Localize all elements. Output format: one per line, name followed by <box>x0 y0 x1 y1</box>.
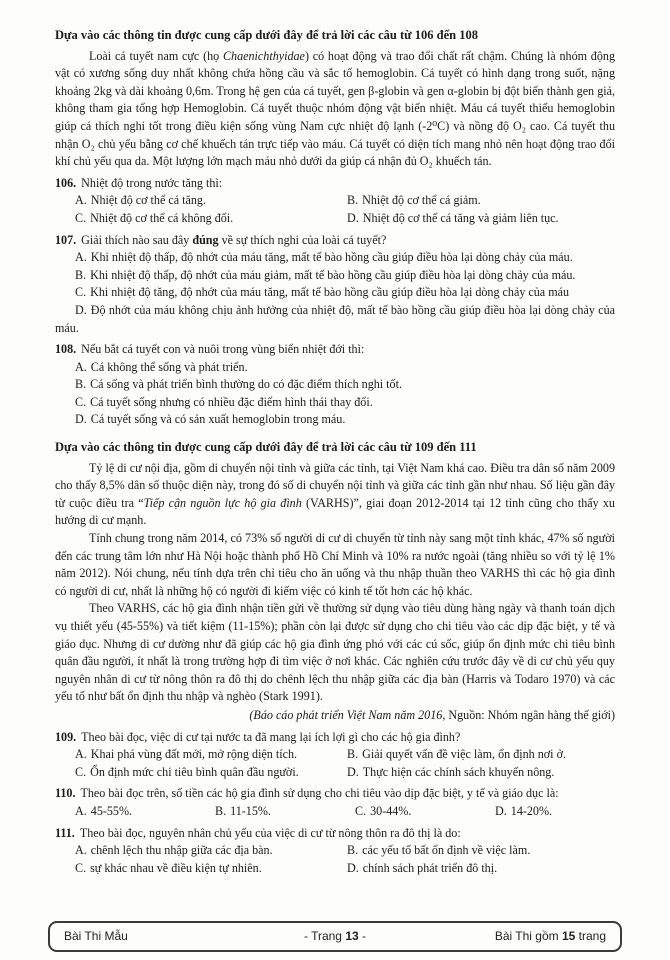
answer-option <box>55 302 615 337</box>
passage-paragraph: Theo VARHS, các hộ gia đình nhận tiền gửi về thường sử dụng vào tiêu dùng hàng ngày và thanh toán dịch vụ thiết yếu (45-55%) và tiết kiệm (11-15%); phần còn lại được sử dụng cho chi tiêu vào các dịp đặc biệt, y tế và giáo dục. Nhưng di cư dường như đã giúp các hộ gia đình ứng phó với các cú sốc, giúp ổn định mức chi tiêu bình quân đầu người, ít nhất là trong trường hợp đi tìm việc ở nơi khác. Các nghiên cứu trước đây về di cư chủ yếu quy nguyên nhân di cư từ nông thôn ra đô thị do chênh lệch thu nhập giữa các địa bàn (Harris và Todaro 1970) và các yếu tố như bất ổn định thu nhập và nghèo (Stark 1991). <box>55 601 615 704</box>
footer-page-number: - Trang 13 - <box>303 928 367 943</box>
question-number: 109. <box>55 729 77 744</box>
option-text: Khi nhiệt độ tăng, độ nhớt của máu tăng, mất tế bào hồng cầu giúp điều hòa lại dòng chảy của máu <box>90 285 570 300</box>
option-label: D. <box>495 803 507 818</box>
option-list <box>55 746 615 781</box>
option-text: Giải quyết vấn đề việc làm, ổn định nơi ở. <box>362 747 566 762</box>
option-label: B. <box>347 193 359 208</box>
option-text: các yếu tố bất ổn định về việc làm. <box>362 843 531 858</box>
option-list <box>55 249 615 337</box>
answer-option <box>55 860 327 878</box>
question-prompt <box>55 232 615 250</box>
option-text: Cá không thể sống và phát triển. <box>90 359 248 374</box>
passage <box>55 48 615 171</box>
option-text: Thực hiện các chính sách khuyến nông. <box>362 764 555 779</box>
question-list <box>55 729 615 878</box>
answer-option <box>327 842 615 860</box>
question-prompt <box>55 825 615 843</box>
option-text: Khi nhiệt độ thấp, độ nhớt của máu giảm, mất tế bào hồng cầu giúp điều hòa lại dòng chảy của máu. <box>90 267 576 282</box>
passage-paragraph: Loài cá tuyết nam cực (họ Chaenichthyidae) có hoạt động và trao đổi chất rất chậm. Chúng là nhóm động vật có xương sống duy nhất không chứa hồng cầu và sắc tố hemoglobin. Cá tuyết có hình dạng trong suốt, nặng khoảng 2kg và dài khoảng 0,6m. Trong hệ gen của cá tuyết, gen β-globin và gen α-globin bị đột biến thành gen giả, không tham gia tổng hợp Hemoglobin. Cá tuyết thuộc nhóm động vật biến nhiệt. Máu cá tuyết thiếu hemoglobin giúp cá thích nghi tốt trong điều kiện sống vùng Nam cực nhiệt độ lạnh (-2⁰C) và nồng độ O₂ cao. Cá tuyết thu nhận O₂ chủ yếu bằng cơ chế khuếch tán trực tiếp vào máu. Cá tuyết có diện tích mang nhỏ nên hoạt động trao đổi khí chủ yếu qua da. Một lượng lớn mạch máu nhỏ dưới da giúp cá nhận đủ O₂ khuếch tán. <box>55 48 615 169</box>
question-number: 107. <box>55 232 77 247</box>
option-label: B. <box>347 843 359 858</box>
section-heading: Dựa vào các thông tin được cung cấp dưới đây để trả lời các câu từ 109 đến 111 <box>55 440 477 455</box>
answer-option <box>327 860 615 878</box>
question <box>55 729 615 782</box>
option-label: D. <box>347 210 359 225</box>
option-list <box>55 359 615 429</box>
option-text: Khai phá vùng đất mới, mở rộng diện tích. <box>90 747 298 762</box>
answer-option <box>335 803 475 821</box>
question-text: Theo bài đọc, việc di cư tại nước ta đã mang lại ích lợi gì cho các hộ gia đình? <box>81 729 461 744</box>
answer-option <box>475 803 615 821</box>
option-text: Cá tuyết sống nhưng có nhiều đặc điểm hình thái thay đổi. <box>90 394 373 409</box>
option-label: C. <box>75 860 87 875</box>
answer-option <box>55 359 615 377</box>
question-number: 111. <box>55 825 75 840</box>
answer-option <box>327 746 615 764</box>
question-list <box>55 175 615 429</box>
option-text: Nhiệt độ cơ thể cá tăng. <box>90 193 206 208</box>
answer-option <box>55 192 327 210</box>
option-label: B. <box>75 377 87 392</box>
answer-option <box>55 376 615 394</box>
question <box>55 232 615 338</box>
option-text: 30-44%. <box>370 803 412 818</box>
option-label: A. <box>75 359 87 374</box>
answer-option <box>55 249 615 267</box>
question-prompt <box>55 729 615 747</box>
question-text: Theo bài đọc, nguyên nhân chủ yếu của việc di cư từ nông thôn ra đô thị là do: <box>79 825 461 840</box>
passage-paragraph: Tỷ lệ di cư nội địa, gồm di chuyển nội tỉnh và giữa các tỉnh, tại Việt Nam khá cao. Điều tra dân số năm 2009 cho thấy 8,5% dân số thuộc diện này, trong đó số di chuyển nội tỉnh và giữa các tỉnh gần như nhau. Số liệu gần đây từ cuộc điều tra “Tiếp cận nguồn lực hộ gia đình (VARHS)”, giai đoạn 2012-2014 tại 12 tỉnh cũng cho thấy xu hướng di cư mạnh. <box>55 460 615 528</box>
answer-option <box>55 411 615 429</box>
option-text: Nhiệt độ cơ thể cá không đổi. <box>90 210 234 225</box>
answer-option <box>55 764 327 782</box>
option-text: Khi nhiệt độ thấp, độ nhớt của máu tăng, mất tế bào hồng cầu giúp điều hòa lại dòng chảy của máu. <box>90 250 573 265</box>
question-prompt <box>55 785 615 803</box>
answer-option <box>55 394 615 412</box>
option-label: A. <box>75 193 87 208</box>
option-label: C. <box>75 210 87 225</box>
question <box>55 175 615 228</box>
option-label: C. <box>75 285 87 300</box>
option-label: C. <box>355 803 367 818</box>
answer-option <box>55 746 327 764</box>
option-label: B. <box>215 803 227 818</box>
question <box>55 785 615 820</box>
answer-option <box>55 803 195 821</box>
passage-section <box>55 27 615 429</box>
page-footer <box>48 921 622 952</box>
option-text: chính sách phát triển đô thị. <box>362 860 498 875</box>
question-text: Giải thích nào sau đây đúng về sự thích nghi của loài cá tuyết? <box>81 232 387 247</box>
option-label: D. <box>75 412 87 427</box>
exam-content <box>55 27 615 877</box>
question-number: 110. <box>55 786 76 801</box>
option-label: A. <box>75 803 87 818</box>
option-list <box>55 803 615 821</box>
footer-exam-title: Bài Thi Mẫu <box>64 928 128 943</box>
question <box>55 825 615 878</box>
option-label: A. <box>75 843 87 858</box>
option-text: Ổn định mức chi tiêu bình quân đầu người. <box>90 764 299 779</box>
option-text: Cá sống và phát triển bình thường do có đặc điểm thích nghi tốt. <box>90 377 402 392</box>
option-label: C. <box>75 764 87 779</box>
answer-option <box>55 267 615 285</box>
section-heading: Dựa vào các thông tin được cung cấp dưới đây để trả lời các câu từ 106 đến 108 <box>55 28 478 42</box>
option-text: Nhiệt độ cơ thể cá tăng và giảm liên tục. <box>362 210 559 225</box>
question-text: Theo bài đọc trên, số tiền các hộ gia đình sử dụng cho chi tiêu vào dịp đặc biệt, y tế và giáo dục là: <box>80 786 559 801</box>
question <box>55 341 615 429</box>
question-text: Nhiệt độ trong nước tăng thì: <box>81 175 223 190</box>
option-text: Cá tuyết sống và có sản xuất hemoglobin trong máu. <box>90 412 346 427</box>
option-text: 14-20%. <box>510 803 553 818</box>
option-label: D. <box>347 764 359 779</box>
option-label: A. <box>75 747 87 762</box>
question-number: 108. <box>55 342 77 357</box>
question-prompt <box>55 341 615 359</box>
option-label: D. <box>347 860 359 875</box>
question-prompt <box>55 175 615 193</box>
option-list <box>55 842 615 877</box>
option-label: B. <box>75 267 87 282</box>
passage-citation: (Báo cáo phát triển Việt Nam năm 2016, Nguồn: Nhóm ngân hàng thế giới) <box>249 707 615 722</box>
option-text: 11-15%. <box>230 803 271 818</box>
answer-option <box>195 803 335 821</box>
option-text: Nhiệt độ cơ thể cá giảm. <box>362 193 481 208</box>
option-list <box>55 192 615 227</box>
passage-section <box>55 439 615 877</box>
option-label: C. <box>75 394 87 409</box>
answer-option <box>327 210 615 228</box>
question-text: Nếu bắt cá tuyết con và nuôi trong vùng biển nhiệt đới thì: <box>81 342 365 357</box>
option-text: sự khác nhau về điều kiện tự nhiên. <box>90 860 262 875</box>
answer-option <box>55 210 327 228</box>
answer-option <box>55 284 615 302</box>
option-label: D. <box>75 302 87 317</box>
option-text: 45-55%. <box>90 803 133 818</box>
option-label: B. <box>347 747 359 762</box>
option-label: A. <box>75 250 87 265</box>
answer-option <box>327 192 615 210</box>
answer-option <box>327 764 615 782</box>
passage <box>55 460 615 706</box>
passage-paragraph: Tính chung trong năm 2014, có 73% số người di cư di chuyển từ tỉnh này sang một tỉnh khác, 47% số người đến các trung tâm lớn như Hà Nội hoặc thành phố Hồ Chí Minh và 10% ra nước ngoài (tăng nhiều so với tỷ lệ 1% năm 2012). Nói chung, nếu tính dựa trên chỉ tiêu cho ăn uống và thu nhập thuần theo VARHS thì các hộ gia đình có người di cư, nhất là những hộ có người đi kiếm việc có kinh tế tốt hơn các hộ khác. <box>55 531 615 598</box>
question-number: 106. <box>55 175 77 190</box>
footer-total-pages: Bài Thi gồm 15 trang <box>494 928 607 943</box>
option-text: chênh lệch thu nhập giữa các địa bàn. <box>90 843 273 858</box>
option-text: Độ nhớt của máu không chịu ảnh hưởng của nhiệt độ, mất tế bào hồng cầu giúp điều hòa lại dòng chảy của máu. <box>55 302 615 335</box>
answer-option <box>55 842 327 860</box>
